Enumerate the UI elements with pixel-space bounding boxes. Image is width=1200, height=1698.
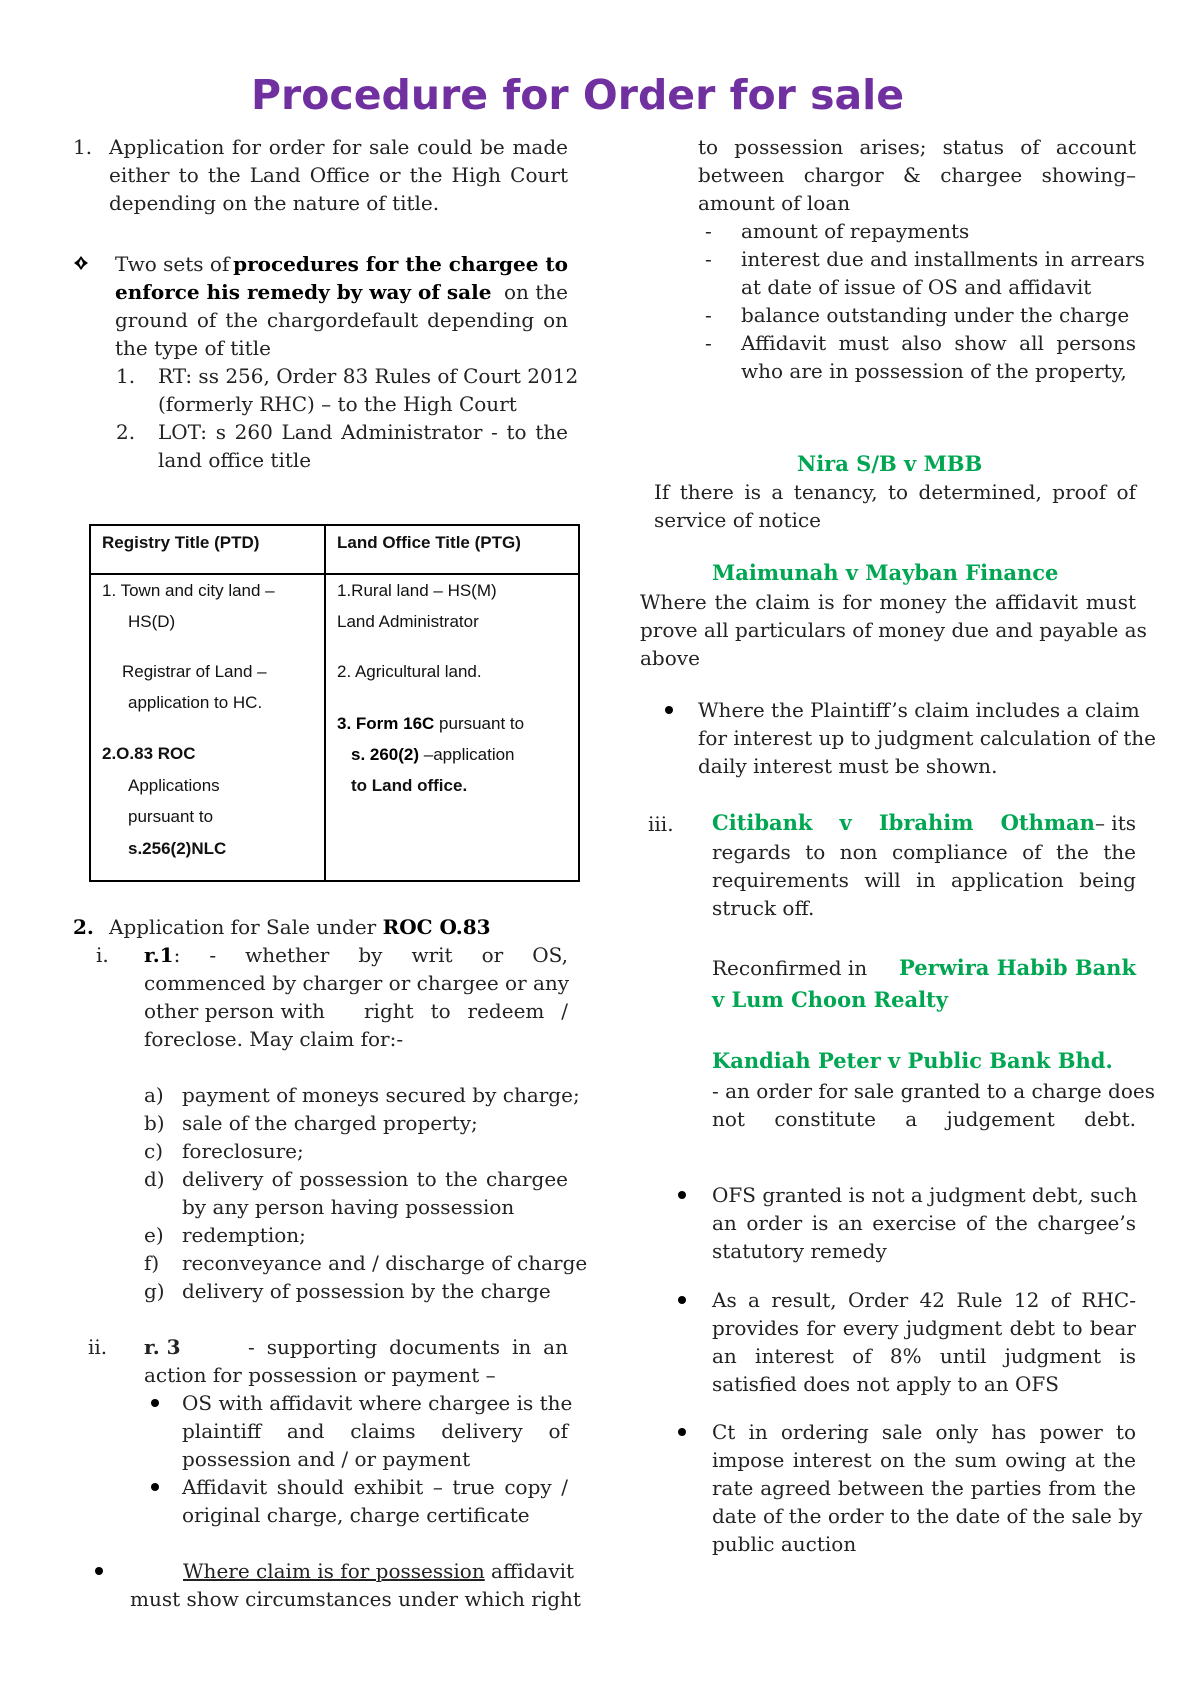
list-item: land office title <box>158 448 312 472</box>
list-letter: e) <box>144 1223 164 1247</box>
table-cell <box>351 739 515 770</box>
list-item: at date of issue of OS and affidavit <box>741 275 1092 299</box>
paragraph-line: ground of the chargordefault depending on <box>115 308 568 332</box>
list-item: who are in possession of the property, <box>741 359 1127 383</box>
table-cell: pursuant to <box>128 807 214 826</box>
table-cell: Applications <box>128 776 220 795</box>
paragraph-line: right to redeem / <box>364 999 568 1023</box>
text-run: : - whether by writ or OS, <box>173 943 568 967</box>
bullet-icon <box>678 1428 686 1436</box>
list-item: by any person having possession <box>182 1195 515 1219</box>
bullet-icon <box>95 1567 103 1575</box>
list-item: daily interest must be shown. <box>698 754 998 778</box>
table-cell: Land Administrator <box>337 612 479 631</box>
paragraph-line: foreclose. May claim for:- <box>144 1027 404 1051</box>
list-number: 1. <box>73 135 93 159</box>
rule-label: r. 3 <box>144 1335 181 1359</box>
paragraph-line: must show circumstances under which right <box>130 1587 581 1611</box>
paragraph-line: action for possession or payment – <box>144 1363 496 1387</box>
table-cell: 2.O.83 ROC <box>102 744 196 763</box>
text-run: – its <box>1094 811 1136 835</box>
list-item: impose interest on the sum owing at the <box>712 1448 1136 1472</box>
list-item: public auction <box>712 1532 857 1556</box>
paragraph-line: other person with <box>144 999 325 1023</box>
paragraph-line: either to the Land Office or the High Court <box>109 163 568 187</box>
list-item: an interest of 8% until judgment is <box>712 1344 1136 1368</box>
list-item: original charge, charge certificate <box>182 1503 530 1527</box>
list-item: payment of moneys secured by charge; <box>182 1083 580 1107</box>
list-item: delivery of possession by the charge <box>182 1279 551 1303</box>
paragraph-line: not constitute a judgement debt. <box>712 1107 1136 1131</box>
bold-text: 3. Form 16C <box>337 714 435 733</box>
list-item: foreclosure; <box>182 1139 304 1163</box>
bold-text: procedures for the chargee to <box>233 252 568 276</box>
table-cell <box>337 708 524 739</box>
list-letter: a) <box>144 1083 164 1107</box>
page-title: Procedure for Order for sale <box>251 71 905 119</box>
table-cell: HS(D) <box>128 612 176 631</box>
list-item: OFS granted is not a judgment debt, such <box>712 1183 1138 1207</box>
paragraph-line: requirements will in application being <box>712 868 1136 892</box>
paragraph-line <box>183 1557 574 1585</box>
bullet-icon <box>678 1296 686 1304</box>
table-cell: Registrar of Land – <box>122 662 267 681</box>
bullet-icon <box>151 1483 159 1491</box>
list-item: possession and / or payment <box>182 1447 471 1471</box>
case-name: Perwira Habib Bank <box>899 955 1136 980</box>
list-item: sale of the charged property; <box>182 1111 478 1135</box>
list-item: Affidavit should exhibit – true copy / <box>182 1475 568 1499</box>
paragraph-line: If there is a tenancy, to determined, proof of <box>654 480 1136 504</box>
paragraph-line: commenced by charger or chargee or any <box>144 971 570 995</box>
section-number <box>73 913 94 941</box>
list-item: statutory remedy <box>712 1239 887 1263</box>
list-item: Where the Plaintiff’s claim includes a claim <box>698 698 1140 722</box>
list-item: Affidavit must also show all persons <box>741 331 1136 355</box>
paragraph-line: struck off. <box>712 896 815 920</box>
paragraph-line: between chargor & chargee showing– <box>698 163 1136 187</box>
bold-text: s. 260(2) <box>351 745 420 764</box>
text-run: Application for Sale under <box>109 915 383 939</box>
bullet-icon <box>665 706 673 714</box>
paragraph-line <box>115 250 568 278</box>
list-letter: d) <box>144 1167 165 1191</box>
table-header: Land Office Title (PTG) <box>337 533 521 552</box>
case-name: Nira S/B v MBB <box>797 451 983 476</box>
list-item: balance outstanding under the charge <box>741 303 1130 327</box>
list-item: LOT: s 260 Land Administrator - to the <box>158 420 568 444</box>
bold-text: ROC O.83 <box>382 915 491 939</box>
paragraph-line: regards to non compliance of the the <box>712 840 1136 864</box>
list-item: satisfied does not apply to an OFS <box>712 1372 1059 1396</box>
paragraph-line: to possession arises; status of account <box>698 135 1136 159</box>
dash-marker: - <box>705 247 712 271</box>
list-item: delivery of possession to the chargee <box>182 1167 568 1191</box>
case-name: Maimunah v Mayban Finance <box>712 560 1059 585</box>
list-item: reconveyance and / discharge of charge <box>182 1251 588 1275</box>
list-letter: c) <box>144 1139 164 1163</box>
dash-marker: - <box>705 331 712 355</box>
roman-number: i. <box>96 943 109 967</box>
table-cell: 1. Town and city land – <box>102 581 275 600</box>
list-item: As a result, Order 42 Rule 12 of RHC- <box>712 1288 1136 1312</box>
table-cell: 2. Agricultural land. <box>337 662 482 681</box>
paragraph-line <box>115 278 568 306</box>
text-run: Two sets of <box>115 252 230 276</box>
list-item: (formerly RHC) – to the High Court <box>158 392 517 416</box>
text-run: pursuant to <box>434 714 525 733</box>
list-item: Ct in ordering sale only has power to <box>712 1420 1136 1444</box>
list-letter: b) <box>144 1111 165 1135</box>
bold-text: 2. <box>73 915 94 939</box>
list-item: interest due and installments in arrears <box>741 247 1145 271</box>
table-header: Registry Title (PTD) <box>102 533 260 552</box>
case-name: Citibank v Ibrahim Othman <box>712 810 1095 835</box>
paragraph-line: Application for order for sale could be made <box>109 135 568 159</box>
list-number: 1. <box>116 364 136 388</box>
list-number: 2. <box>116 420 136 444</box>
table-divider <box>324 524 326 882</box>
bullet-icon <box>678 1191 686 1199</box>
paragraph-line: Where the claim is for money the affidavit must <box>640 590 1136 614</box>
bullet-icon <box>151 1399 159 1407</box>
paragraph-line: depending on the nature of title. <box>109 191 440 215</box>
text-run: –application <box>419 745 515 764</box>
paragraph-line: amount of loan <box>698 191 851 215</box>
case-name: Kandiah Peter v Public Bank Bhd. <box>712 1048 1113 1073</box>
list-item: rate agreed between the parties from the <box>712 1476 1136 1500</box>
list-item: provides for every judgment debt to bear <box>712 1316 1136 1340</box>
paragraph-line: - supporting documents in an <box>248 1335 568 1359</box>
paragraph-line: the type of title <box>115 336 271 360</box>
paragraph-line: - an order for sale granted to a charge does <box>712 1079 1155 1103</box>
list-item: redemption; <box>182 1223 306 1247</box>
table-cell: to Land office. <box>351 776 468 795</box>
list-item: date of the order to the date of the sale by <box>712 1504 1143 1528</box>
underlined-text: Where claim is for possession <box>183 1559 485 1583</box>
dash-marker: - <box>705 303 712 327</box>
dash-marker: - <box>705 219 712 243</box>
table-cell: 1.Rural land – HS(M) <box>337 581 497 600</box>
table-cell: application to HC. <box>128 693 263 712</box>
list-item: an order is an exercise of the chargee’s <box>712 1211 1136 1235</box>
roman-number: ii. <box>88 1335 108 1359</box>
paragraph-line: above <box>640 646 700 670</box>
text-run: on the <box>503 280 568 304</box>
roman-number: iii. <box>648 812 674 836</box>
text-run: affidavit <box>484 1559 575 1583</box>
list-letter: f) <box>144 1251 160 1275</box>
list-letter: g) <box>144 1279 165 1303</box>
bold-text: enforce his remedy by way of sale <box>115 280 492 304</box>
table-cell: s.256(2)NLC <box>128 839 227 858</box>
paragraph-line <box>712 809 1136 837</box>
diamond-bullet-icon <box>74 256 88 270</box>
list-item: RT: ss 256, Order 83 Rules of Court 2012 <box>158 364 579 388</box>
paragraph-line <box>144 941 568 969</box>
paragraph-line: service of notice <box>654 508 821 532</box>
list-item: amount of repayments <box>741 219 970 243</box>
paragraph-line <box>712 954 1136 982</box>
section-heading <box>109 913 491 941</box>
text-run: Reconfirmed in <box>712 956 868 980</box>
bold-text: r.1 <box>144 943 174 967</box>
list-item: for interest up to judgment calculation of the <box>698 726 1156 750</box>
paragraph-line: prove all particulars of money due and payable as <box>640 618 1147 642</box>
list-item: plaintiff and claims delivery of <box>182 1419 568 1443</box>
case-name: v Lum Choon Realty <box>712 987 948 1012</box>
list-item: OS with affidavit where chargee is the <box>182 1391 573 1415</box>
